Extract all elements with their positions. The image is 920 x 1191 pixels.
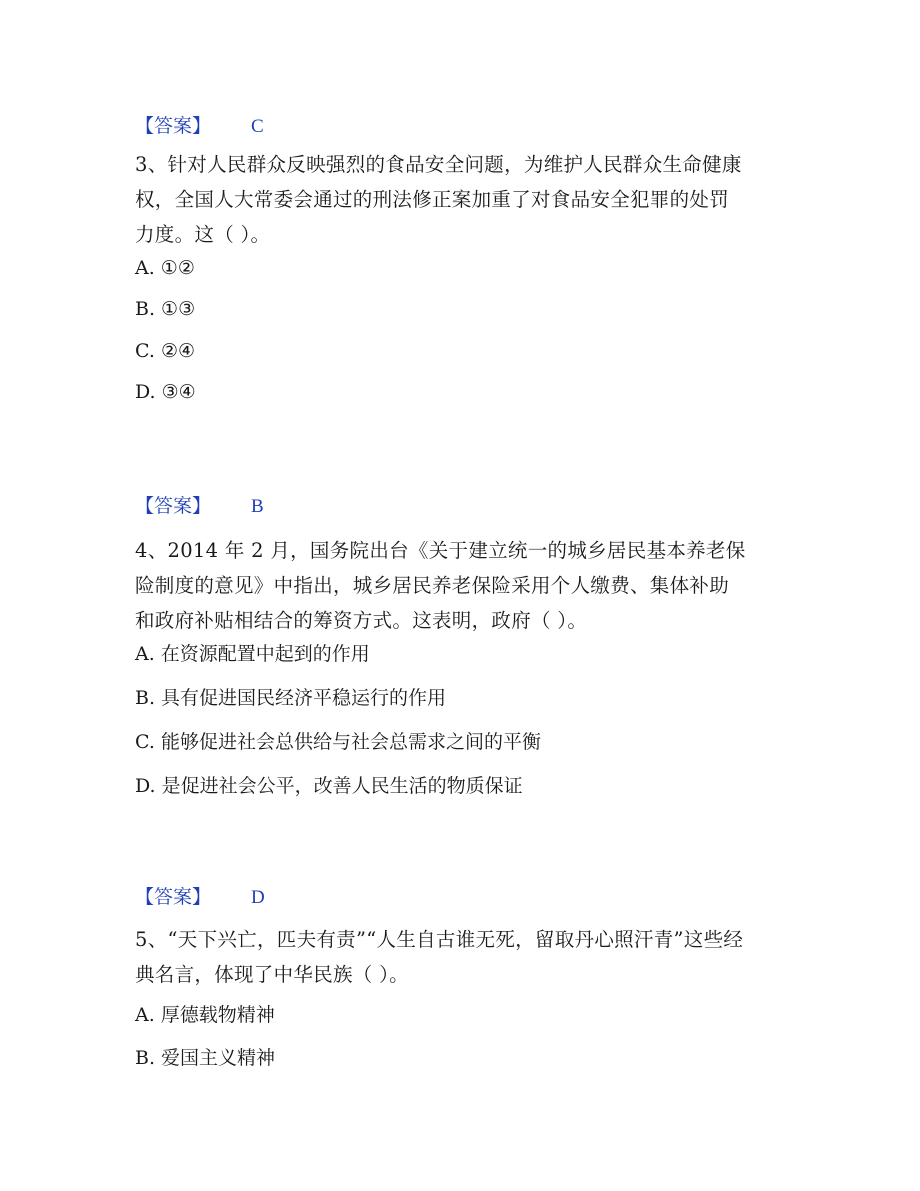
option-a: A. 厚德载物精神 xyxy=(135,1004,275,1026)
answer-q5 xyxy=(135,882,265,909)
stem-line: 5、“天下兴亡，匹夫有责”“人生自古谁无死，留取丹心照汗青”这些经 xyxy=(135,928,744,951)
stem-line: 力度。这（ ）。 xyxy=(135,223,271,246)
answer-label: 【答案】 xyxy=(135,115,212,137)
answer-label: 【答案】 xyxy=(135,495,212,517)
option-d: D. ③④ xyxy=(135,381,196,403)
question-3-stem xyxy=(135,147,795,252)
answer-label: 【答案】 xyxy=(135,886,212,908)
option-d: D. 是促进社会公平，改善人民生活的物质保证 xyxy=(135,775,523,797)
answer-q3 xyxy=(135,111,264,138)
answer-value: B xyxy=(251,496,264,517)
question-5-stem xyxy=(135,922,795,992)
option-c: C. ②④ xyxy=(135,340,196,362)
option-b: B. 爱国主义精神 xyxy=(135,1047,276,1069)
option-b: B. 具有促进国民经济平稳运行的作用 xyxy=(135,687,447,709)
option-a: A. ①② xyxy=(135,257,195,279)
answer-value: C xyxy=(251,116,264,137)
stem-line: 4、2014 年 2 月，国务院出台《关于建立统一的城乡居民基本养老保 xyxy=(135,539,746,562)
stem-line: 典名言，体现了中华民族（ ）。 xyxy=(135,963,409,986)
option-c: C. 能够促进社会总供给与社会总需求之间的平衡 xyxy=(135,731,541,753)
stem-line: 险制度的意见》中指出，城乡居民养老保险采用个人缴费、集体补助 xyxy=(135,574,730,597)
stem-line: 权，全国人大常委会通过的刑法修正案加重了对食品安全犯罪的处罚 xyxy=(135,188,730,211)
stem-line: 和政府补贴相结合的筹资方式。这表明，政府（ ）。 xyxy=(135,609,588,632)
answer-value: D xyxy=(251,887,265,908)
stem-line: 3、针对人民群众反映强烈的食品安全问题，为维护人民群众生命健康 xyxy=(135,153,742,176)
answer-q4 xyxy=(135,491,264,518)
option-a: A. 在资源配置中起到的作用 xyxy=(135,643,370,665)
question-4-stem xyxy=(135,533,795,638)
option-b: B. ①③ xyxy=(135,298,196,320)
